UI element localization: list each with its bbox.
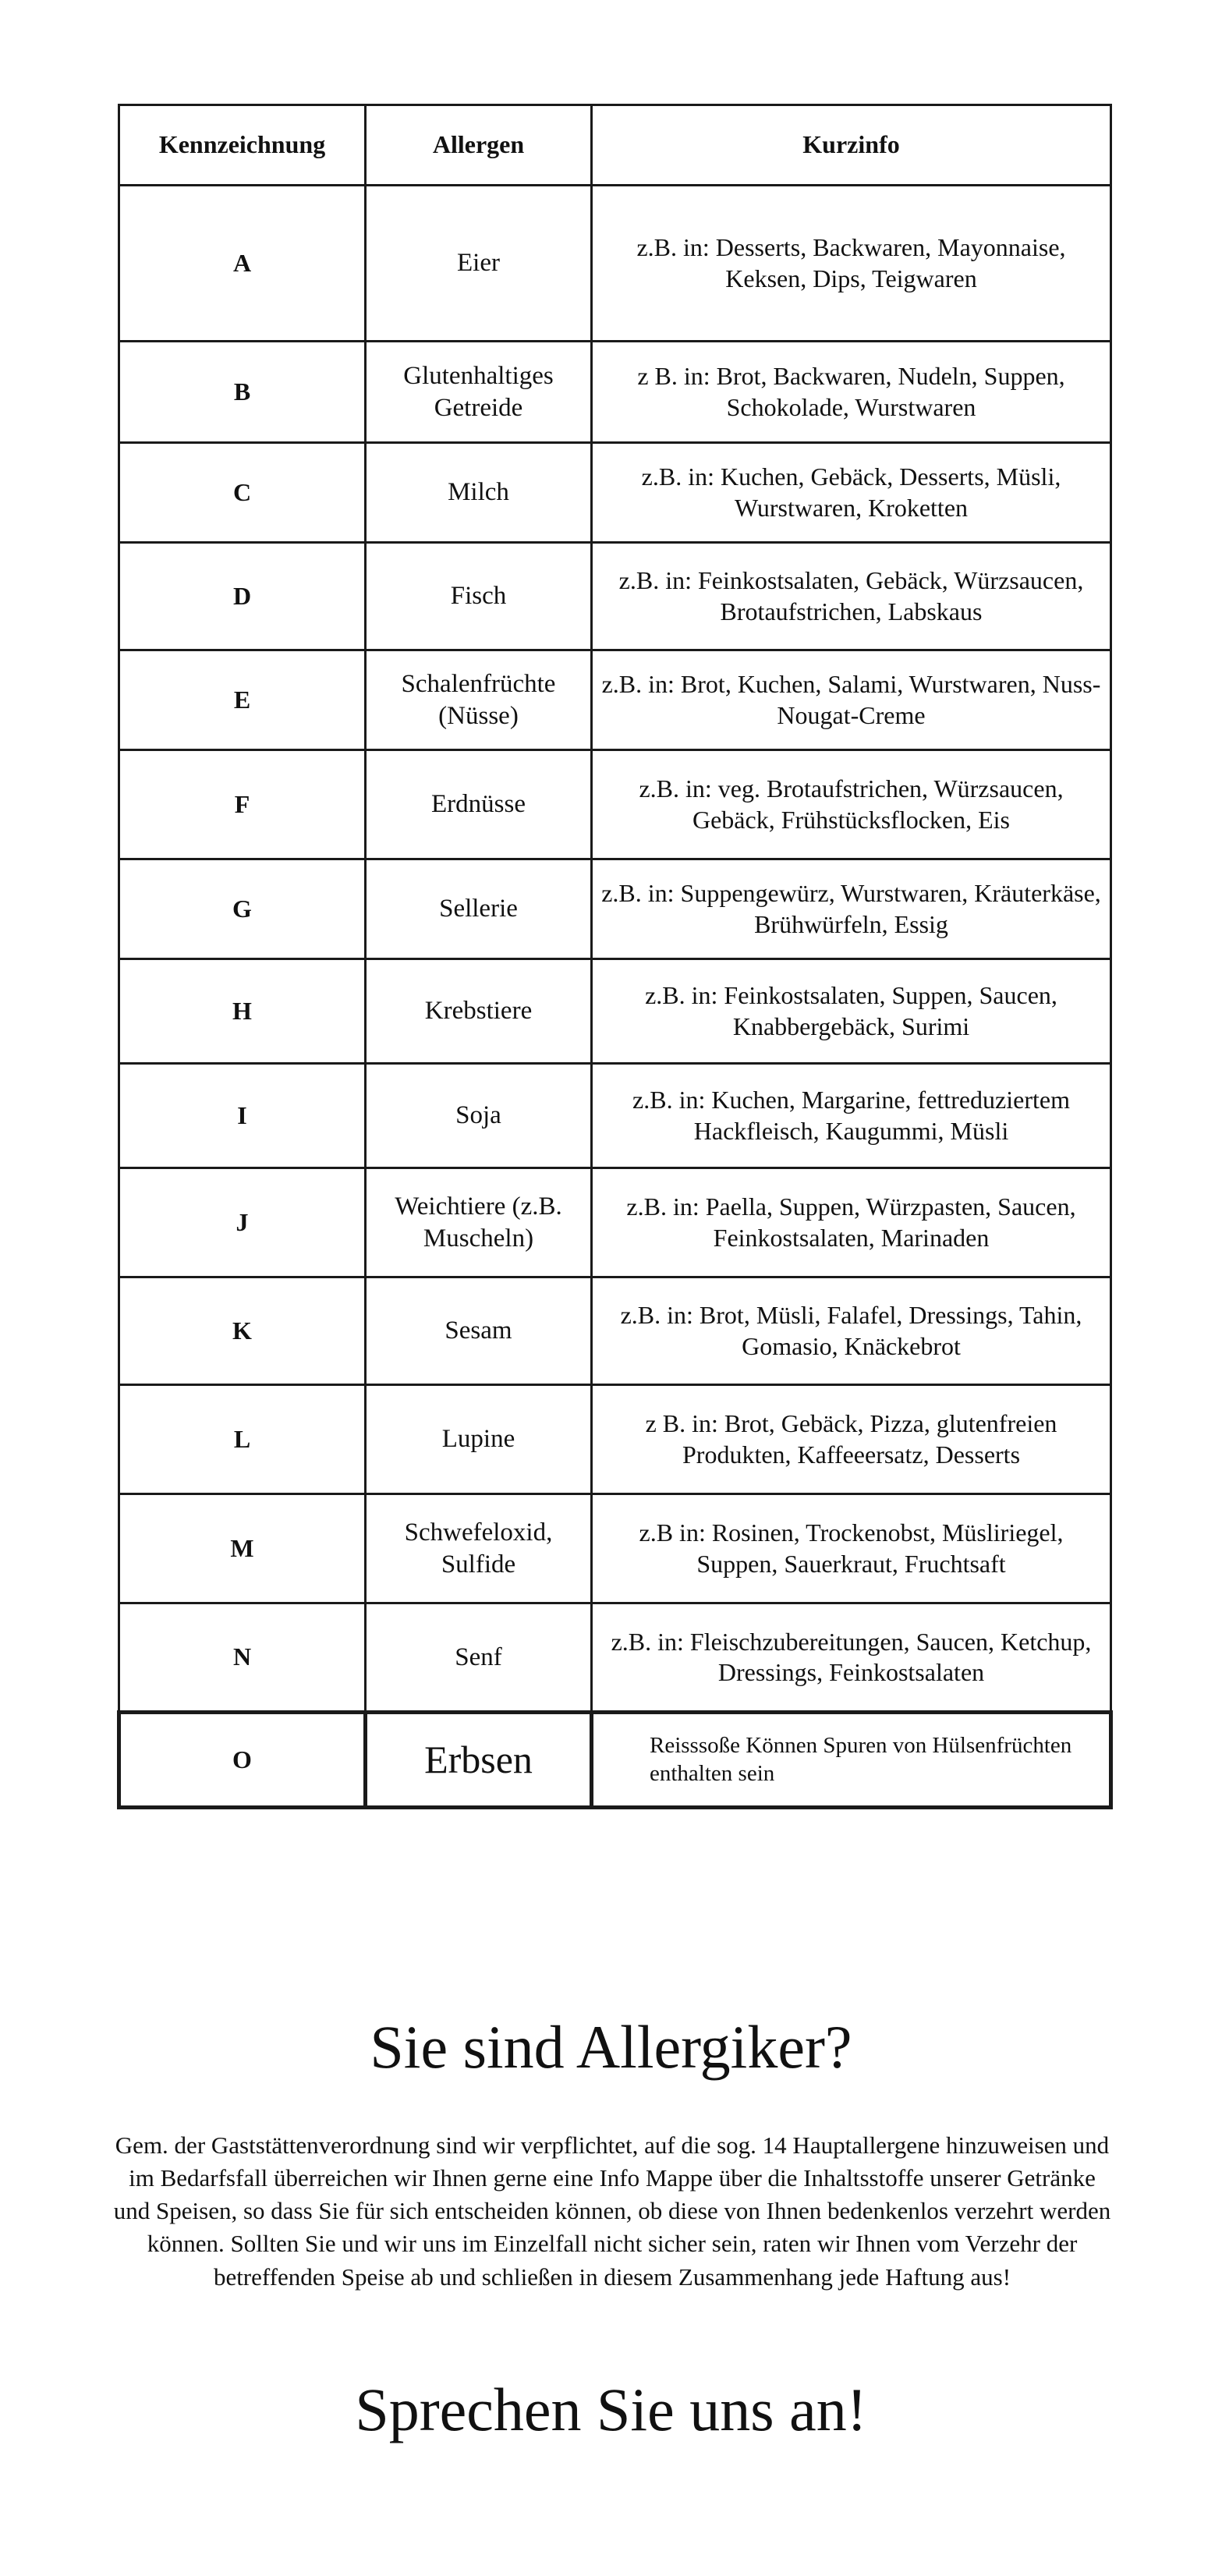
allergen-code: A xyxy=(119,186,366,342)
allergen-name: Schalenfrüchte (Nüsse) xyxy=(366,650,592,750)
allergen-info: Reisssoße Können Spuren von Hülsenfrüchten enthalten sein xyxy=(592,1713,1111,1808)
allergen-info: z.B. in: Brot, Kuchen, Salami, Wurstwaren, Nuss-Nougat-Creme xyxy=(592,650,1111,750)
table-row xyxy=(119,342,1111,443)
allergen-code: M xyxy=(119,1494,366,1603)
allergen-code: L xyxy=(119,1385,366,1494)
notice-title: Sie sind Allergiker? xyxy=(370,2013,852,2081)
allergen-info: z.B. in: veg. Brotaufstrichen, Würzsaucen, Gebäck, Frühstücksflocken, Eis xyxy=(592,750,1111,859)
table-header-row xyxy=(119,105,1111,186)
allergen-name: Schwefeloxid, Sulfide xyxy=(366,1494,592,1603)
allergen-info: z.B. in: Brot, Müsli, Falafel, Dressings, Tahin, Gomasio, Knäckebrot xyxy=(592,1277,1111,1385)
header-code: Kennzeichnung xyxy=(119,105,366,186)
table-row xyxy=(119,1277,1111,1385)
notice-body: Gem. der Gaststättenverordnung sind wir verpflichtet, auf die sog. 14 Hauptallergene hinzuweisen und im Bedarfsfall überreichen wir Ihnen gerne eine Info Mappe über die Inhaltsstoffe unserer Getränke und Speisen, so dass Sie für sich entscheiden können, ob diese von Ihnen bedenkenlos verzehrt werden können. Sollten Sie und wir uns im Einzelfall nicht sicher sein, raten wir Ihnen vom Verzehr der betreffenden Speise ab und schließen in diesem Zusammenhang jede Haftung aus! xyxy=(113,2131,1111,2291)
allergen-code: G xyxy=(119,859,366,959)
allergen-info: z.B. in: Suppengewürz, Wurstwaren, Kräuterkäse, Brühwürfeln, Essig xyxy=(592,859,1111,959)
allergen-table xyxy=(117,104,1113,1809)
allergen-code: N xyxy=(119,1603,366,1713)
allergen-info: z.B. in: Feinkostsalaten, Suppen, Saucen, Knabbergebäck, Surimi xyxy=(592,959,1111,1064)
allergen-name: Fisch xyxy=(366,543,592,650)
allergen-info: z.B. in: Kuchen, Gebäck, Desserts, Müsli, Wurstwaren, Kroketten xyxy=(592,443,1111,543)
allergen-name: Sellerie xyxy=(366,859,592,959)
table-row xyxy=(119,959,1111,1064)
table-row xyxy=(119,1385,1111,1494)
allergen-code: E xyxy=(119,650,366,750)
allergen-name: Weichtiere (z.B. Muscheln) xyxy=(366,1168,592,1277)
allergen-code: J xyxy=(119,1168,366,1277)
table-row xyxy=(119,443,1111,543)
notice-closing: Sprechen Sie uns an! xyxy=(355,2376,867,2443)
allergen-code: H xyxy=(119,959,366,1064)
header-info: Kurzinfo xyxy=(592,105,1111,186)
allergen-name: Milch xyxy=(366,443,592,543)
allergen-info: z.B. in: Kuchen, Margarine, fettreduziertem Hackfleisch, Kaugummi, Müsli xyxy=(592,1064,1111,1168)
allergen-name: Erdnüsse xyxy=(366,750,592,859)
table-row xyxy=(119,1494,1111,1603)
table-row xyxy=(119,1064,1111,1168)
table-row xyxy=(119,1168,1111,1277)
allergen-info: z.B. in: Fleischzubereitungen, Saucen, Ketchup, Dressings, Feinkostsalaten xyxy=(592,1603,1111,1713)
allergen-code: D xyxy=(119,543,366,650)
table-row xyxy=(119,650,1111,750)
allergen-code: I xyxy=(119,1064,366,1168)
allergen-code: O xyxy=(119,1713,366,1808)
allergen-name: Senf xyxy=(366,1603,592,1713)
allergen-name: Krebstiere xyxy=(366,959,592,1064)
allergen-info: z.B. in: Desserts, Backwaren, Mayonnaise, Keksen, Dips, Teigwaren xyxy=(592,186,1111,342)
allergen-code: F xyxy=(119,750,366,859)
header-allergen: Allergen xyxy=(366,105,592,186)
allergen-name: Erbsen xyxy=(366,1713,592,1808)
table-row xyxy=(119,750,1111,859)
allergen-info: z B. in: Brot, Gebäck, Pizza, glutenfreien Produkten, Kaffeeersatz, Desserts xyxy=(592,1385,1111,1494)
allergen-info: z B. in: Brot, Backwaren, Nudeln, Suppen, Schokolade, Wurstwaren xyxy=(592,342,1111,443)
table-row xyxy=(119,859,1111,959)
allergen-code: B xyxy=(119,342,366,443)
allergen-code: C xyxy=(119,443,366,543)
allergen-info: z.B. in: Feinkostsalaten, Gebäck, Würzsaucen, Brotaufstrichen, Labskaus xyxy=(592,543,1111,650)
table-row xyxy=(119,1603,1111,1713)
allergen-name: Eier xyxy=(366,186,592,342)
table-row xyxy=(119,1713,1111,1808)
allergen-code: K xyxy=(119,1277,366,1385)
table-row xyxy=(119,186,1111,342)
allergen-name: Sesam xyxy=(366,1277,592,1385)
allergen-name: Glutenhaltiges Getreide xyxy=(366,342,592,443)
allergen-info: z.B. in: Paella, Suppen, Würzpasten, Saucen, Feinkostsalaten, Marinaden xyxy=(592,1168,1111,1277)
allergen-name: Lupine xyxy=(366,1385,592,1494)
table-row xyxy=(119,543,1111,650)
allergen-info: z.B in: Rosinen, Trockenobst, Müsliriegel, Suppen, Sauerkraut, Fruchtsaft xyxy=(592,1494,1111,1603)
allergen-name: Soja xyxy=(366,1064,592,1168)
